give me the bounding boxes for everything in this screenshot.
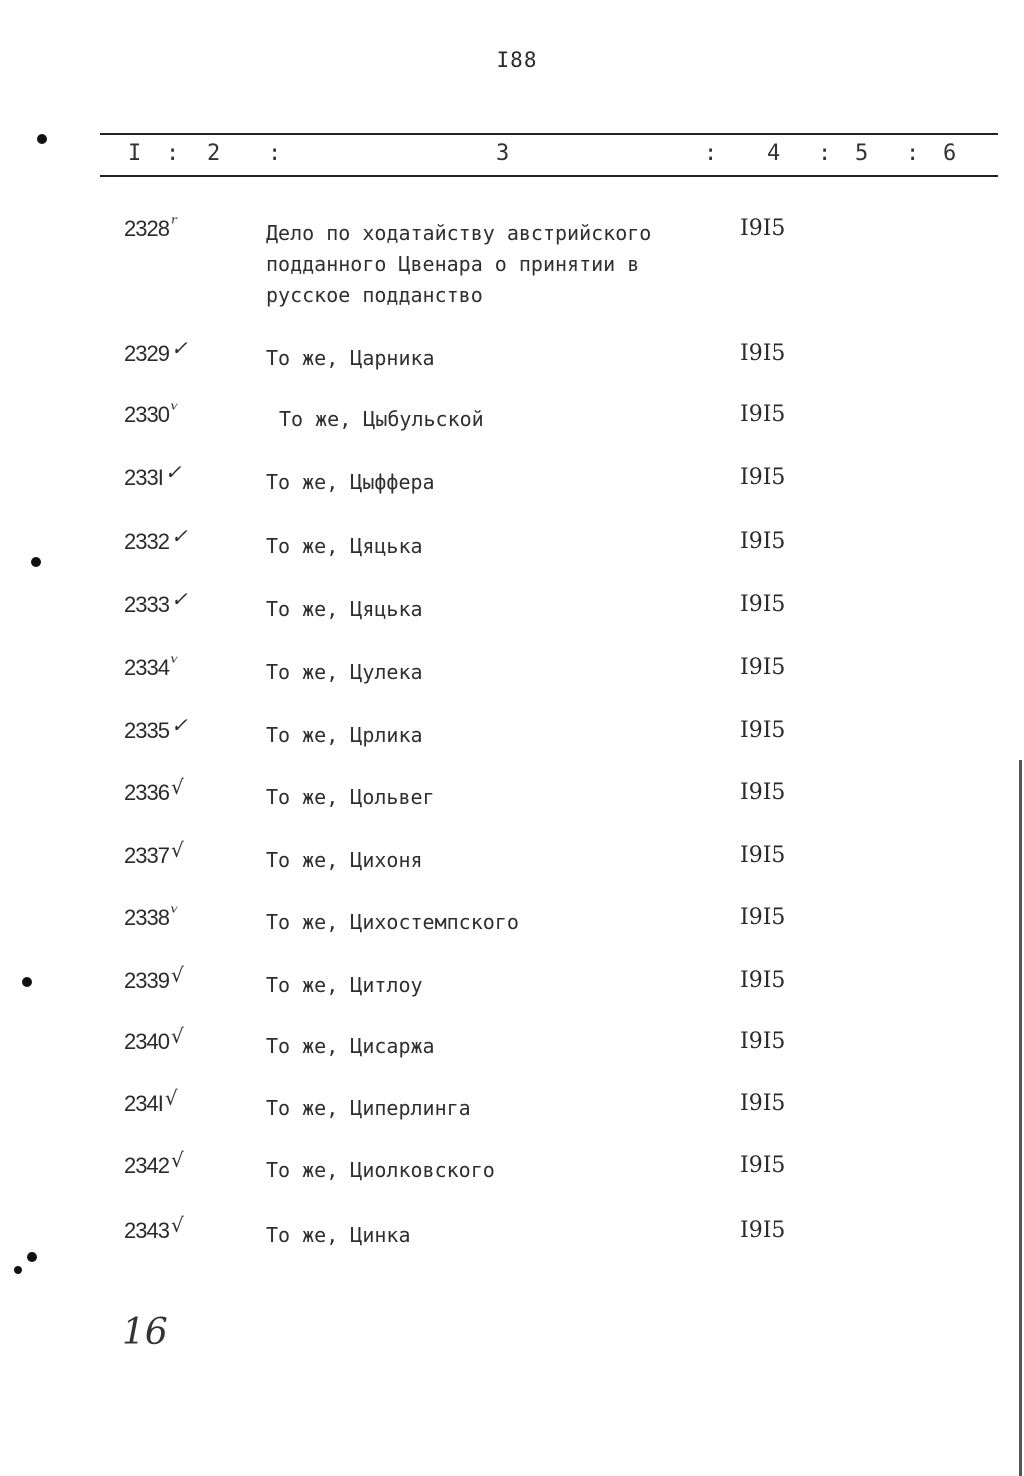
entry-description: То же, Цыффера: [266, 470, 435, 494]
entry-year: I9I5: [740, 216, 786, 241]
check-mark-icon: √: [164, 1086, 177, 1110]
header-col-4: 4: [767, 141, 781, 166]
entry-description: То же, Црлика: [266, 723, 423, 747]
check-mark-icon: ᵛ: [170, 397, 178, 421]
header-sep-3: :: [704, 141, 718, 166]
handwritten-sheet-number: 16: [122, 1312, 168, 1353]
entry-number: 2332 ✓: [124, 524, 187, 554]
check-mark-icon: √: [170, 963, 183, 987]
check-mark-icon: √: [170, 838, 183, 862]
check-mark-icon: ✓: [170, 336, 187, 360]
entry-number: 2340 √: [124, 1024, 183, 1054]
entry-number: 2337 √: [124, 838, 183, 868]
entry-description: То же, Цулека: [266, 660, 423, 684]
entry-number: 2333 ✓: [124, 587, 187, 617]
header-rule-top: [100, 133, 998, 135]
entry-number: 2328 ʳ: [124, 211, 177, 241]
entry-number: 2330 ᵛ: [124, 397, 178, 427]
entry-year: I9I5: [740, 465, 786, 490]
entry-number: 2343 √: [124, 1213, 183, 1243]
header-col-1: I: [128, 141, 142, 166]
check-mark-icon: ʳ: [170, 211, 177, 235]
entry-number: 2329 ✓: [124, 336, 187, 366]
entry-year: I9I5: [740, 529, 786, 554]
check-mark-icon: √: [170, 1213, 183, 1237]
check-mark-icon: ✓: [170, 524, 187, 548]
entry-year: I9I5: [740, 968, 786, 993]
entry-description: То же, Цыбульской: [279, 407, 484, 431]
entry-number: 2338 ᵛ: [124, 900, 178, 930]
check-mark-icon: √: [170, 1024, 183, 1048]
entry-description: То же, Царника: [266, 346, 435, 370]
entry-number: 2335 ✓: [124, 713, 187, 743]
entry-year: I9I5: [740, 655, 786, 680]
binding-hole-dot: [37, 134, 47, 144]
entry-number: 233I ✓: [124, 460, 181, 490]
entry-year: I9I5: [740, 1218, 786, 1243]
binding-hole-dot: [22, 977, 32, 987]
entry-year: I9I5: [740, 780, 786, 805]
binding-hole-dot: [14, 1266, 22, 1274]
check-mark-icon: ✓: [170, 713, 187, 737]
check-mark-icon: √: [170, 775, 183, 799]
entry-year: I9I5: [740, 1153, 786, 1178]
entry-description: То же, Цитлоу: [266, 973, 423, 997]
entry-year: I9I5: [740, 843, 786, 868]
entry-year: I9I5: [740, 905, 786, 930]
entry-description: То же, Цихостемпского: [266, 910, 519, 934]
binding-hole-dot: [27, 1252, 37, 1262]
entry-number: 234I √: [124, 1086, 177, 1116]
entry-description: То же, Цихоня: [266, 848, 423, 872]
binding-hole-dot: [31, 557, 41, 567]
entry-description: То же, Циолковского: [266, 1158, 495, 1182]
entry-description: То же, Цисаржа: [266, 1034, 435, 1058]
check-mark-icon: √: [170, 1148, 183, 1172]
header-sep-2: :: [268, 141, 282, 166]
header-col-2: 2: [207, 141, 221, 166]
entry-description: То же, Цяцька: [266, 534, 423, 558]
header-col-6: 6: [943, 141, 957, 166]
entry-number: 2342 √: [124, 1148, 183, 1178]
header-col-3: 3: [496, 141, 510, 166]
entry-number: 2334 ᵛ: [124, 650, 178, 680]
check-mark-icon: ✓: [170, 587, 187, 611]
check-mark-icon: ᵛ: [170, 900, 178, 924]
entry-year: I9I5: [740, 1091, 786, 1116]
header-sep-1: :: [166, 141, 180, 166]
entry-year: I9I5: [740, 402, 786, 427]
header-sep-5: :: [906, 141, 920, 166]
entry-number: 2336 √: [124, 775, 183, 805]
scan-edge-line: [1019, 760, 1022, 1476]
entry-year: I9I5: [740, 718, 786, 743]
entry-year: I9I5: [740, 1029, 786, 1054]
page-number: I88: [496, 48, 538, 72]
entry-number: 2339 √: [124, 963, 183, 993]
header-rule-bottom: [100, 175, 998, 177]
header-sep-4: :: [818, 141, 832, 166]
entry-year: I9I5: [740, 341, 786, 366]
entry-description: Дело по ходатайству австрийского подданного Цвенара о принятии в русское подданство: [266, 221, 652, 307]
entry-description: То же, Цольвег: [266, 785, 435, 809]
entry-description: То же, Циперлинга: [266, 1096, 471, 1120]
check-mark-icon: ✓: [164, 460, 181, 484]
header-col-5: 5: [855, 141, 869, 166]
entry-year: I9I5: [740, 592, 786, 617]
check-mark-icon: ᵛ: [170, 650, 178, 674]
entry-description: То же, Цяцька: [266, 597, 423, 621]
entry-description: То же, Цинка: [266, 1223, 411, 1247]
